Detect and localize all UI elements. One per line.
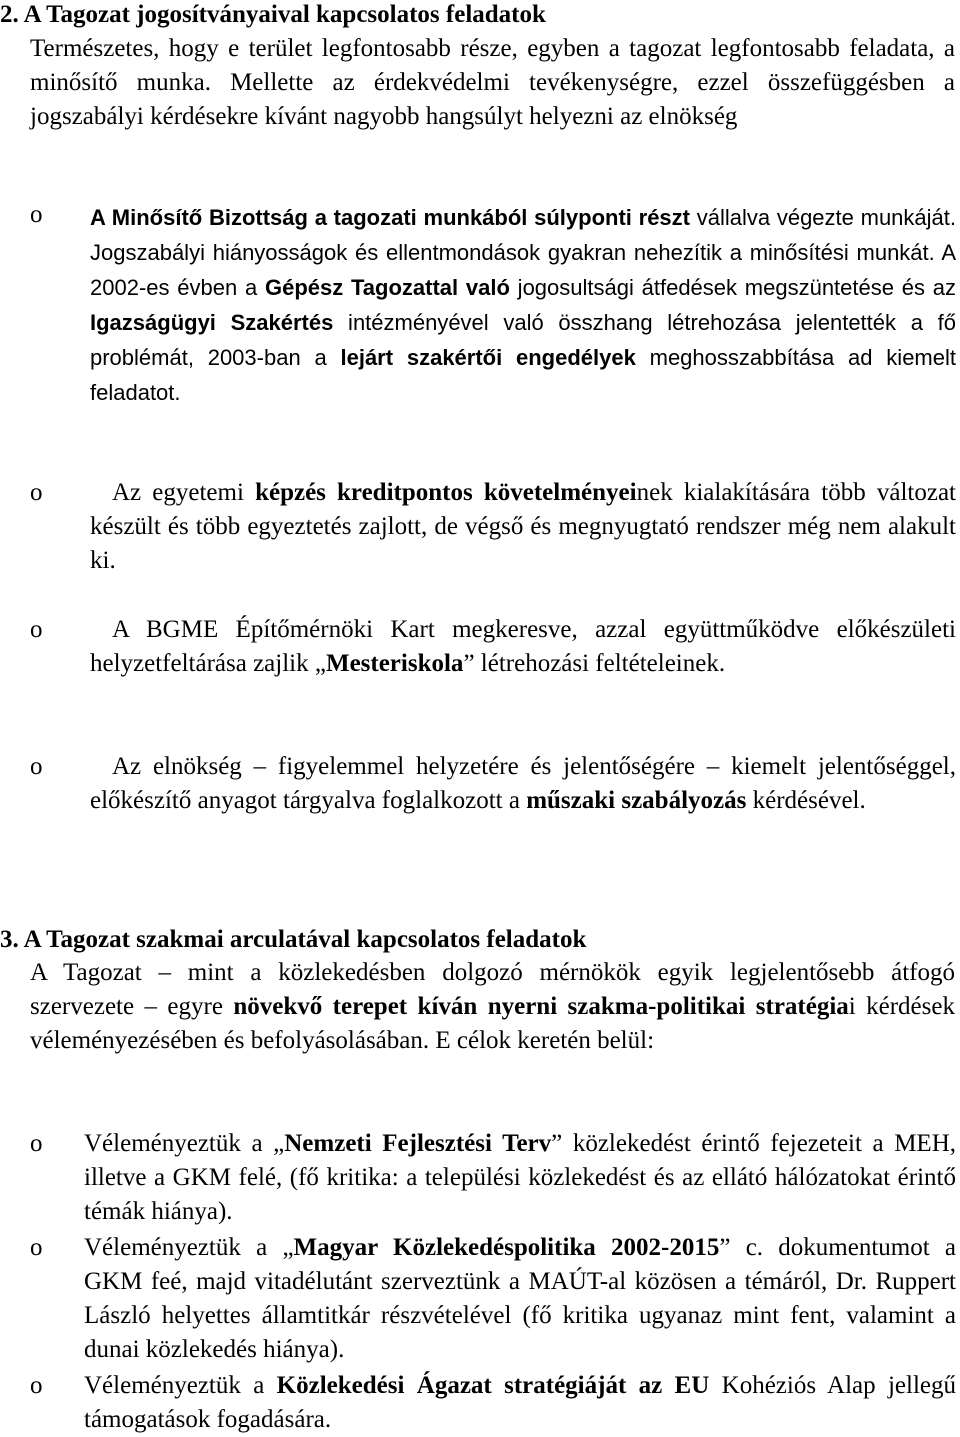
text-span: i kérdések véleményezésében és befolyásolásában. E célok keretén belül:	[30, 993, 955, 1054]
section-3-item-3	[84, 1369, 956, 1437]
section-2-item-2	[90, 476, 956, 578]
text-span: ” közlekedést érintő fejezeteit a MEH, illetve a GKM felé, (fő kritika: a települési közlekedést és az ellátó hálózatokat érintő témák hiánya).	[84, 1130, 957, 1225]
section-3-intro	[30, 956, 955, 1058]
bold-text-span: lejárt szakértői engedélyek	[340, 345, 636, 370]
section-2-item-3	[90, 613, 956, 681]
bullet-marker: o	[30, 753, 43, 780]
bullet-marker: o	[30, 616, 43, 643]
text-span: nek kialakítására több változat készült és több egyeztetés zajlott, de végső és megnyugtató rendszer még nem alakult ki.	[90, 479, 956, 574]
text-span: A BGME Építőmérnöki Kart megkeresve, azzal együttműködve előkészületi helyzetfeltárása zajlik „	[90, 616, 956, 677]
text-span: Az elnökség – figyelemmel helyzetére és jelentőségére – kiemelt jelentőséggel, előkészítő anyagot tárgyalva foglalkozott a	[90, 753, 956, 814]
text-span: Véleményeztük a „	[84, 1130, 285, 1157]
section-3-item-1	[84, 1127, 956, 1229]
bold-text-span: műszaki szabályozás	[526, 787, 747, 814]
bullet-marker: o	[30, 1372, 43, 1399]
text-span: vállalva végezte munkáját. Jogszabályi hiányosságok és ellentmondások gyakran nehezítik a minősítési munkát. A 2002-es évben a	[90, 205, 956, 300]
section-2-intro: Természetes, hogy e terület legfontosabb része, egyben a tagozat legfontosabb feladata, a minősítő munka. Mellette az érdekvédelmi tevékenységre, ezzel összefüggésben a jogszabályi kérdésekre kívánt nagyobb hangsúlyt helyezni az elnökség	[30, 35, 955, 130]
bold-text-span: Mesteriskola	[325, 650, 464, 677]
bold-text-span: Gépész Tagozattal való	[264, 275, 510, 300]
text-span: Véleményeztük a „	[84, 1234, 294, 1261]
bullet-marker: o	[30, 201, 43, 228]
bold-text-span: Igazságügyi Szakértés	[90, 310, 334, 335]
bold-text-span: növekvő terepet kíván nyerni szakma-politikai stratégia	[233, 993, 849, 1020]
bullet-marker: o	[30, 1234, 43, 1261]
section-2-item-1	[90, 200, 956, 410]
text-span: meghosszabbítása ad kiemelt feladatot.	[90, 345, 956, 405]
text-span: ” c. dokumentumot a GKM feé, majd vitadélutánt szerveztünk a MAÚT-al közösen a témáról, Dr. Ruppert László helyettes államtitkár részvételével (fő kritika ugyanaz mint fent, valamint a dunai közlekedés hiánya).	[84, 1234, 956, 1363]
text-span: intézményével való összhang létrehozása jelentették a fő problémát, 2003-ban a	[90, 310, 956, 370]
text-span: A Tagozat – mint a közlekedésben dolgozó mérnökök egyik legjelentősebb átfogó szervezete – egyre	[30, 959, 955, 1020]
section-3-heading: 3. A Tagozat szakmai arculatával kapcsolatos feladatok	[0, 926, 587, 953]
text-span: jogosultsági átfedések megszüntetése és az	[509, 275, 956, 300]
text-span: Véleményeztük a	[84, 1372, 277, 1399]
bold-text-span: képzés kreditpontos követelményei	[255, 479, 637, 506]
section-2-heading: 2. A Tagozat jogosítványaival kapcsolatos feladatok	[0, 1, 546, 28]
text-span: Az egyetemi	[112, 479, 256, 506]
section-3-item-2	[84, 1231, 956, 1367]
text-span: ” létrehozási feltételeinek.	[463, 650, 726, 677]
text-span: kérdésével.	[746, 787, 866, 814]
bullet-marker: o	[30, 1130, 43, 1157]
bold-text-span: Közlekedési Ágazat stratégiáját az EU	[276, 1372, 710, 1399]
section-2-item-4	[90, 750, 956, 818]
bold-text-span: Magyar Közlekedéspolitika 2002-2015	[293, 1234, 720, 1261]
text-span: Kohéziós Alap jellegű támogatások fogadására.	[84, 1372, 957, 1433]
bullet-marker: o	[30, 479, 43, 506]
bold-text-span: Nemzeti Fejlesztési Terv	[284, 1130, 552, 1157]
bold-text-span: A Minősítő Bizottság a tagozati munkából súlyponti részt	[90, 205, 690, 230]
